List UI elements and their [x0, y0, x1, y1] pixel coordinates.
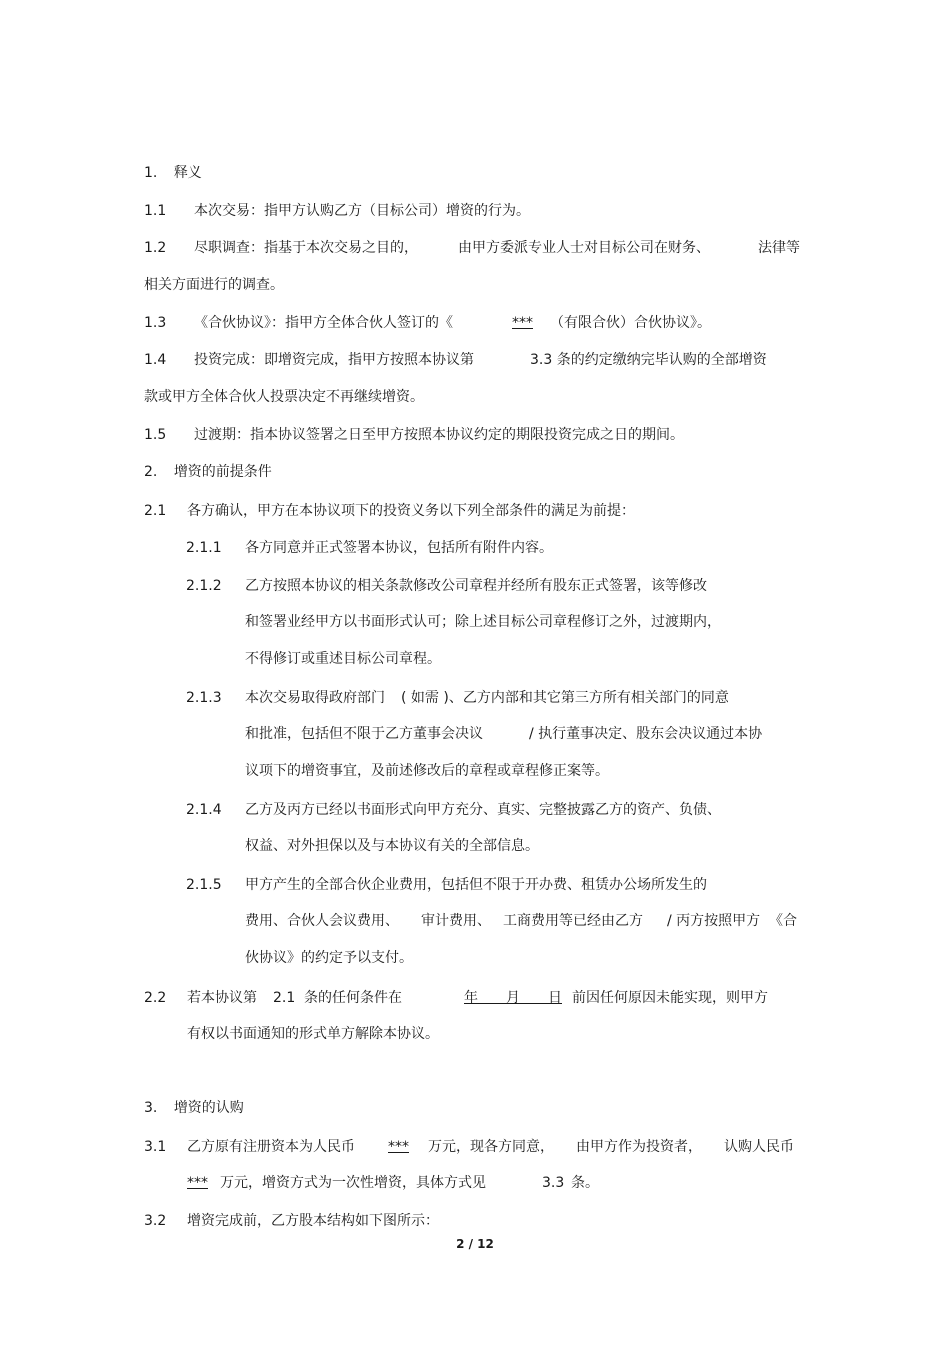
clause-text-part: 审计费用、: [421, 913, 491, 929]
clause-3-1-line2: [187, 1173, 807, 1193]
clause-text-part: 前因任何原因未能实现，则甲方: [572, 990, 768, 1006]
clause-text: 乙方及丙方已经以书面形式向甲方充分、真实、完整披露乙方的资产、负债、: [245, 802, 721, 818]
clause-text-part: 《合伙协议》：指甲方全体合伙人签订的《: [194, 315, 453, 331]
clause-number: 1.2: [144, 240, 167, 256]
clause-text-part: / 执行董事决定、股东会决议通过本协: [529, 726, 763, 742]
clause-2-1-5-line3: 伙协议》的约定予以支付。: [245, 950, 413, 966]
section-number: 1.: [144, 165, 158, 181]
clause-1-5: [144, 425, 684, 445]
blank-field: ***: [512, 315, 533, 331]
clause-2-1-5: [186, 875, 707, 895]
clause-1-4: [144, 350, 767, 370]
clause-text-part: 认购人民币: [724, 1139, 794, 1155]
clause-text-part: 和批准，包括但不限于乙方董事会决议: [245, 726, 483, 742]
section-title: 释义: [173, 165, 202, 181]
clause-text: 本次交易：指甲方认购乙方（目标公司）增资的行为。: [194, 203, 530, 219]
clause-number: 2.1: [144, 503, 167, 519]
clause-3-2: [144, 1211, 439, 1231]
clause-text-part: 万元，增资方式为一次性增资，具体方式见: [220, 1175, 486, 1191]
clause-1-2: [144, 238, 804, 258]
clause-3-1: [144, 1137, 804, 1157]
clause-text-part: 工商费用等已经由乙方: [503, 913, 643, 929]
clause-2-1-2: [186, 576, 707, 596]
clause-2-1-4-line2: 权益、对外担保以及与本协议有关的全部信息。: [245, 838, 539, 854]
section-title: 增资的前提条件: [173, 464, 272, 480]
clause-number: 3.1: [144, 1139, 167, 1155]
clause-number: 2.1.3: [186, 690, 222, 706]
clause-text-part: 3.3: [542, 1175, 565, 1191]
clause-1-4-cont: 款或甲方全体合伙人投票决定不再继续增资。: [144, 389, 424, 405]
section-number: 3.: [144, 1100, 158, 1116]
clause-2-1-4: [186, 800, 721, 820]
clause-number: 1.5: [144, 427, 167, 443]
blank-field: ***: [187, 1175, 208, 1191]
clause-text: 各方确认，甲方在本协议项下的投资义务以下列全部条件的满足为前提：: [187, 503, 635, 519]
clause-number: 2.1.1: [186, 540, 222, 556]
clause-text-part: （有限合伙）合伙协议》。: [550, 315, 711, 331]
section-title: 增资的认购: [173, 1100, 244, 1116]
page-number: 2 / 12: [456, 1237, 494, 1251]
clause-text-part: 3.3 条的约定缴纳完毕认购的全部增资: [530, 352, 767, 368]
clause-text-part: 费用、合伙人会议费用、: [245, 913, 399, 929]
clause-text-part: 条的任何条件在: [304, 990, 402, 1006]
clause-text: 增资完成前，乙方股本结构如下图所示：: [187, 1213, 439, 1229]
clause-2-1-3: [186, 688, 729, 708]
clause-text-part: 《合: [769, 913, 797, 929]
clause-2-1-2-line2: 和签署业经甲方以书面形式认可；除上述目标公司章程修订之外，过渡期内，: [245, 614, 721, 630]
clause-text-part: 法律等: [758, 240, 800, 256]
clause-text-part: ( 如需 )、乙方内部和其它第三方所有相关部门的同意: [401, 690, 729, 706]
clause-number: 3.2: [144, 1213, 167, 1229]
clause-2-1-5-line2: [245, 911, 805, 931]
date-blank: 年 月 日: [464, 990, 562, 1006]
clause-number: 2.2: [144, 990, 167, 1006]
section-1-heading: [144, 163, 202, 183]
section-2-heading: [144, 462, 272, 482]
clause-text-part: 由甲方委派专业人士对目标公司在财务、: [458, 240, 710, 256]
clause-text: 各方同意并正式签署本协议，包括所有附件内容。: [245, 540, 553, 556]
clause-1-2-cont: 相关方面进行的调查。: [144, 277, 284, 293]
clause-2-2: [144, 988, 804, 1008]
clause-text-part: 万元，现各方同意，: [428, 1139, 554, 1155]
clause-text-part: 乙方原有注册资本为人民币: [187, 1139, 355, 1155]
clause-text-part: 若本协议第: [187, 990, 257, 1006]
clause-number: 2.1.2: [186, 578, 222, 594]
clause-2-1-3-line2: [245, 724, 763, 744]
section-number: 2.: [144, 464, 158, 480]
clause-number: 1.3: [144, 315, 167, 331]
clause-text-part: 本次交易取得政府部门: [245, 690, 385, 706]
clause-text-part: 投资完成：即增资完成，指甲方按照本协议第: [194, 352, 474, 368]
clause-text-part: 条。: [571, 1175, 599, 1191]
clause-1-3: [144, 313, 711, 333]
clause-number: 2.1.4: [186, 802, 222, 818]
clause-number: 2.1.5: [186, 877, 222, 893]
clause-2-1: [144, 501, 635, 521]
clause-2-2-cont: 有权以书面通知的形式单方解除本协议。: [187, 1026, 439, 1042]
clause-number: 1.4: [144, 352, 167, 368]
clause-2-1-3-line3: 议项下的增资事宜，及前述修改后的章程或章程修正案等。: [245, 763, 609, 779]
clause-text: 乙方按照本协议的相关条款修改公司章程并经所有股东正式签署，该等修改: [245, 578, 707, 594]
blank-field: ***: [388, 1139, 409, 1155]
clause-text-part: 2.1: [273, 990, 296, 1006]
clause-1-1: [144, 201, 530, 221]
clause-2-1-1: [186, 538, 553, 558]
clause-text-part: / 丙方按照甲方: [667, 913, 761, 929]
clause-text: 甲方产生的全部合伙企业费用，包括但不限于开办费、租赁办公场所发生的: [245, 877, 707, 893]
clause-text: 过渡期：指本协议签署之日至甲方按照本协议约定的期限投资完成之日的期间。: [194, 427, 684, 443]
clause-text-part: 尽职调查：指基于本次交易之目的，: [194, 240, 418, 256]
clause-2-1-2-line3: 不得修订或重述目标公司章程。: [245, 651, 441, 667]
section-3-heading: [144, 1098, 244, 1118]
clause-text-part: 由甲方作为投资者，: [576, 1139, 702, 1155]
clause-number: 1.1: [144, 203, 167, 219]
